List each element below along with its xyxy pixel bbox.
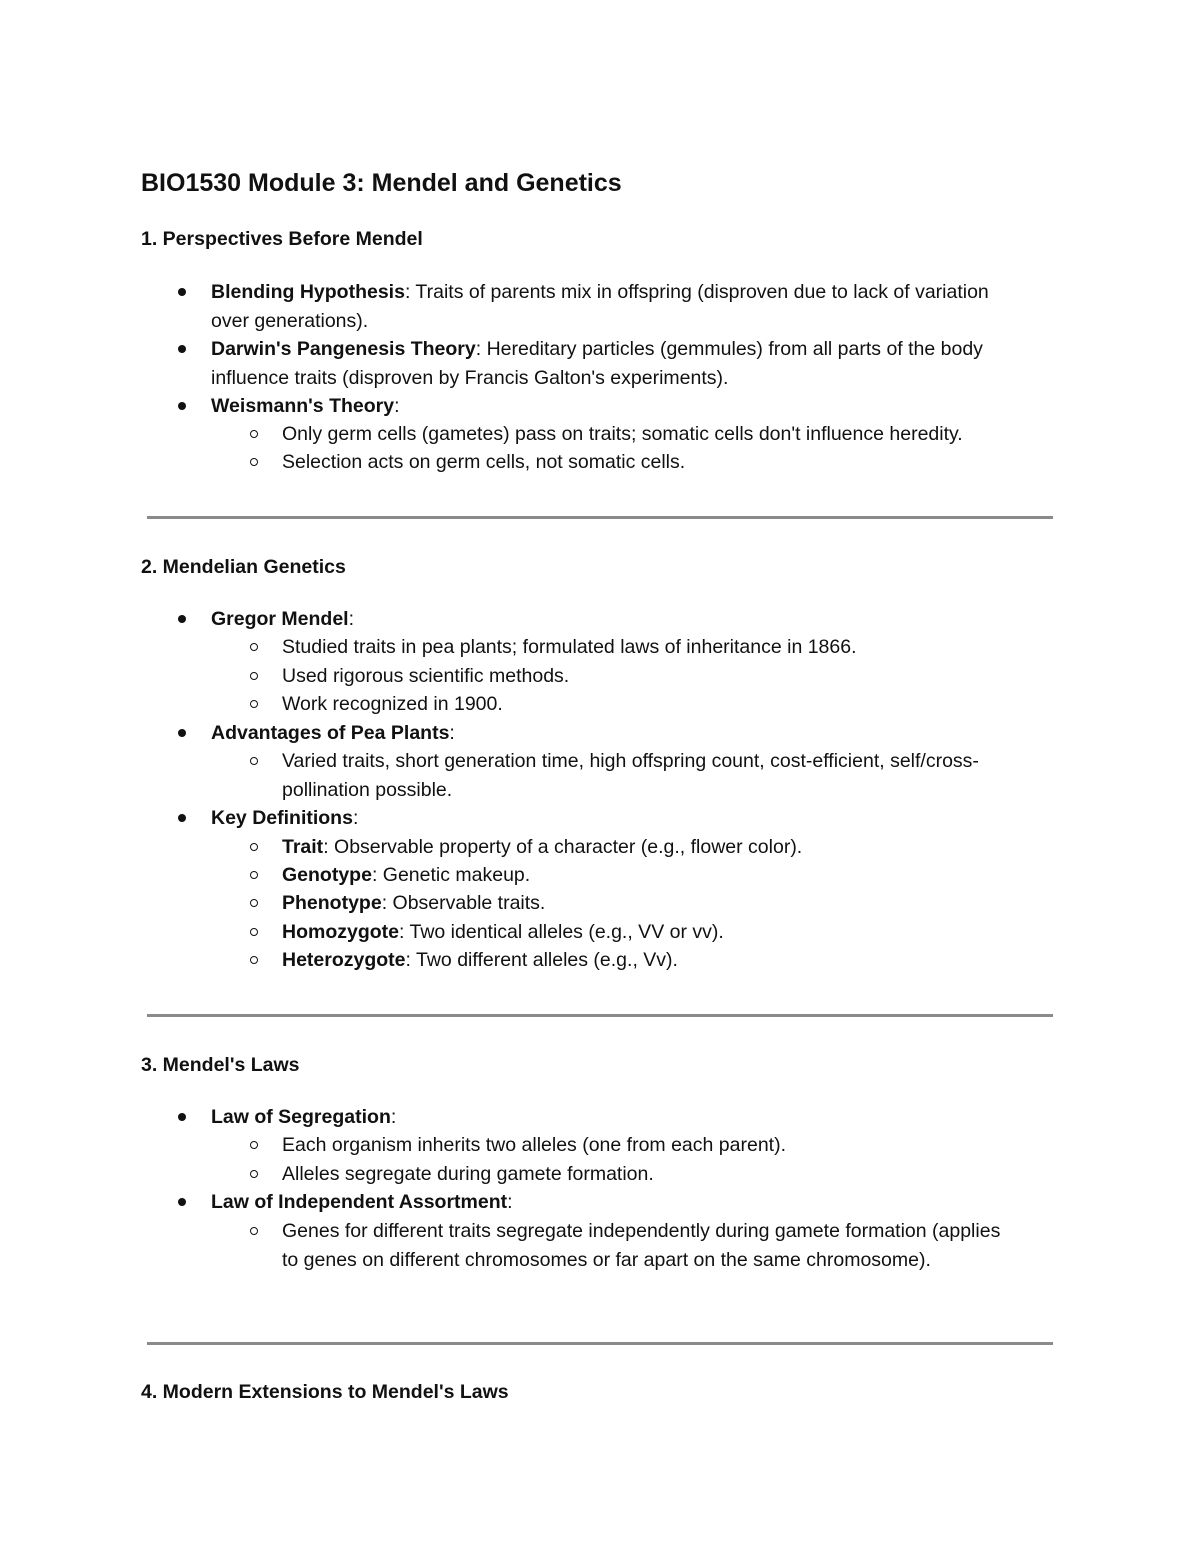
bullet-circle-icon: [250, 843, 258, 851]
horizontal-rule: [147, 516, 1053, 519]
bullet-circle-icon: [250, 700, 258, 708]
bullet-disc-icon: [178, 729, 186, 737]
bullet-disc-icon: [178, 345, 186, 353]
bullet-circle-icon: [250, 672, 258, 680]
term: Law of Segregation: [211, 1106, 391, 1128]
section-heading: 3. Mendel's Laws: [141, 1054, 300, 1076]
term-separator: :: [348, 608, 355, 630]
term: Homozygote: [282, 921, 399, 943]
term-separator: :: [475, 338, 482, 360]
item-description: Genetic makeup.: [377, 864, 531, 886]
section-heading: 4. Modern Extensions to Mendel's Laws: [141, 1381, 509, 1403]
horizontal-rule: [147, 1014, 1053, 1017]
bullet-disc-icon: [178, 402, 186, 410]
bullet-circle-icon: [250, 1170, 258, 1178]
item-description: Work recognized in 1900.: [282, 693, 503, 715]
term-separator: :: [381, 892, 388, 914]
item-description: Only germ cells (gametes) pass on traits; somatic cells don't influence heredity.: [282, 423, 963, 445]
term: Law of Independent Assortment: [211, 1191, 508, 1213]
bullet-circle-icon: [250, 1141, 258, 1149]
section-heading: 1. Perspectives Before Mendel: [141, 228, 423, 250]
bullet-circle-icon: [250, 458, 258, 466]
bullet-disc-icon: [178, 615, 186, 623]
term-separator: :: [399, 921, 405, 943]
bullet-circle-icon: [250, 757, 258, 765]
item-description: Hereditary particles (gemmules) from all parts of the body influence traits (disproven by Francis Galton's experiments).: [211, 338, 983, 389]
item-description: Used rigorous scientific methods.: [282, 665, 570, 687]
term-separator: :: [404, 281, 411, 303]
item-description: Observable property of a character (e.g., flower color).: [328, 836, 803, 858]
term: Darwin's Pangenesis Theory: [211, 338, 476, 360]
bullet-disc-icon: [178, 1198, 186, 1206]
item-description: Each organism inherits two alleles (one from each parent).: [282, 1134, 786, 1156]
term: Key Definitions: [211, 807, 353, 829]
term: Heterozygote: [282, 949, 406, 971]
term: Advantages of Pea Plants: [211, 722, 450, 744]
item-description: Varied traits, short generation time, high offspring count, cost-efficient, self/cross-pollination possible.: [282, 750, 979, 801]
term-separator: :: [405, 949, 411, 971]
term: Genotype: [282, 864, 372, 886]
item-description: Studied traits in pea plants; formulated laws of inheritance in 1866.: [282, 636, 857, 658]
bullet-disc-icon: [178, 814, 186, 822]
bullet-circle-icon: [250, 430, 258, 438]
term-separator: :: [371, 864, 378, 886]
bullet-circle-icon: [250, 928, 258, 936]
document-title: BIO1530 Module 3: Mendel and Genetics: [141, 169, 622, 197]
section-heading: 2. Mendelian Genetics: [141, 556, 346, 578]
horizontal-rule: [147, 1342, 1053, 1345]
item-description: Two identical alleles (e.g., VV or vv).: [404, 921, 724, 943]
item-description: Traits of parents mix in offspring (disproven due to lack of variation over generations).: [211, 281, 989, 332]
term-separator: :: [390, 1106, 397, 1128]
item-description: Observable traits.: [387, 892, 546, 914]
item-description: Selection acts on germ cells, not somatic cells.: [282, 451, 686, 473]
term-separator: :: [449, 722, 455, 744]
term: Phenotype: [282, 892, 382, 914]
term-separator: :: [323, 836, 329, 858]
term-separator: :: [352, 807, 359, 829]
term-separator: :: [507, 1191, 513, 1213]
bullet-circle-icon: [250, 899, 258, 907]
term: Weismann's Theory: [211, 395, 395, 417]
term-separator: :: [394, 395, 400, 417]
bullet-disc-icon: [178, 1113, 186, 1121]
term: Blending Hypothesis: [211, 281, 405, 303]
bullet-circle-icon: [250, 956, 258, 964]
term: Trait: [282, 836, 324, 858]
bullet-circle-icon: [250, 643, 258, 651]
item-description: Genes for different traits segregate independently during gamete formation (applies to genes on different chromosomes or far apart on the same chromosome).: [282, 1220, 1001, 1271]
item-description: Two different alleles (e.g., Vv).: [410, 949, 678, 971]
item-description: Alleles segregate during gamete formation.: [282, 1163, 654, 1185]
bullet-circle-icon: [250, 871, 258, 879]
term: Gregor Mendel: [211, 608, 349, 630]
bullet-circle-icon: [250, 1227, 258, 1235]
bullet-disc-icon: [178, 288, 186, 296]
